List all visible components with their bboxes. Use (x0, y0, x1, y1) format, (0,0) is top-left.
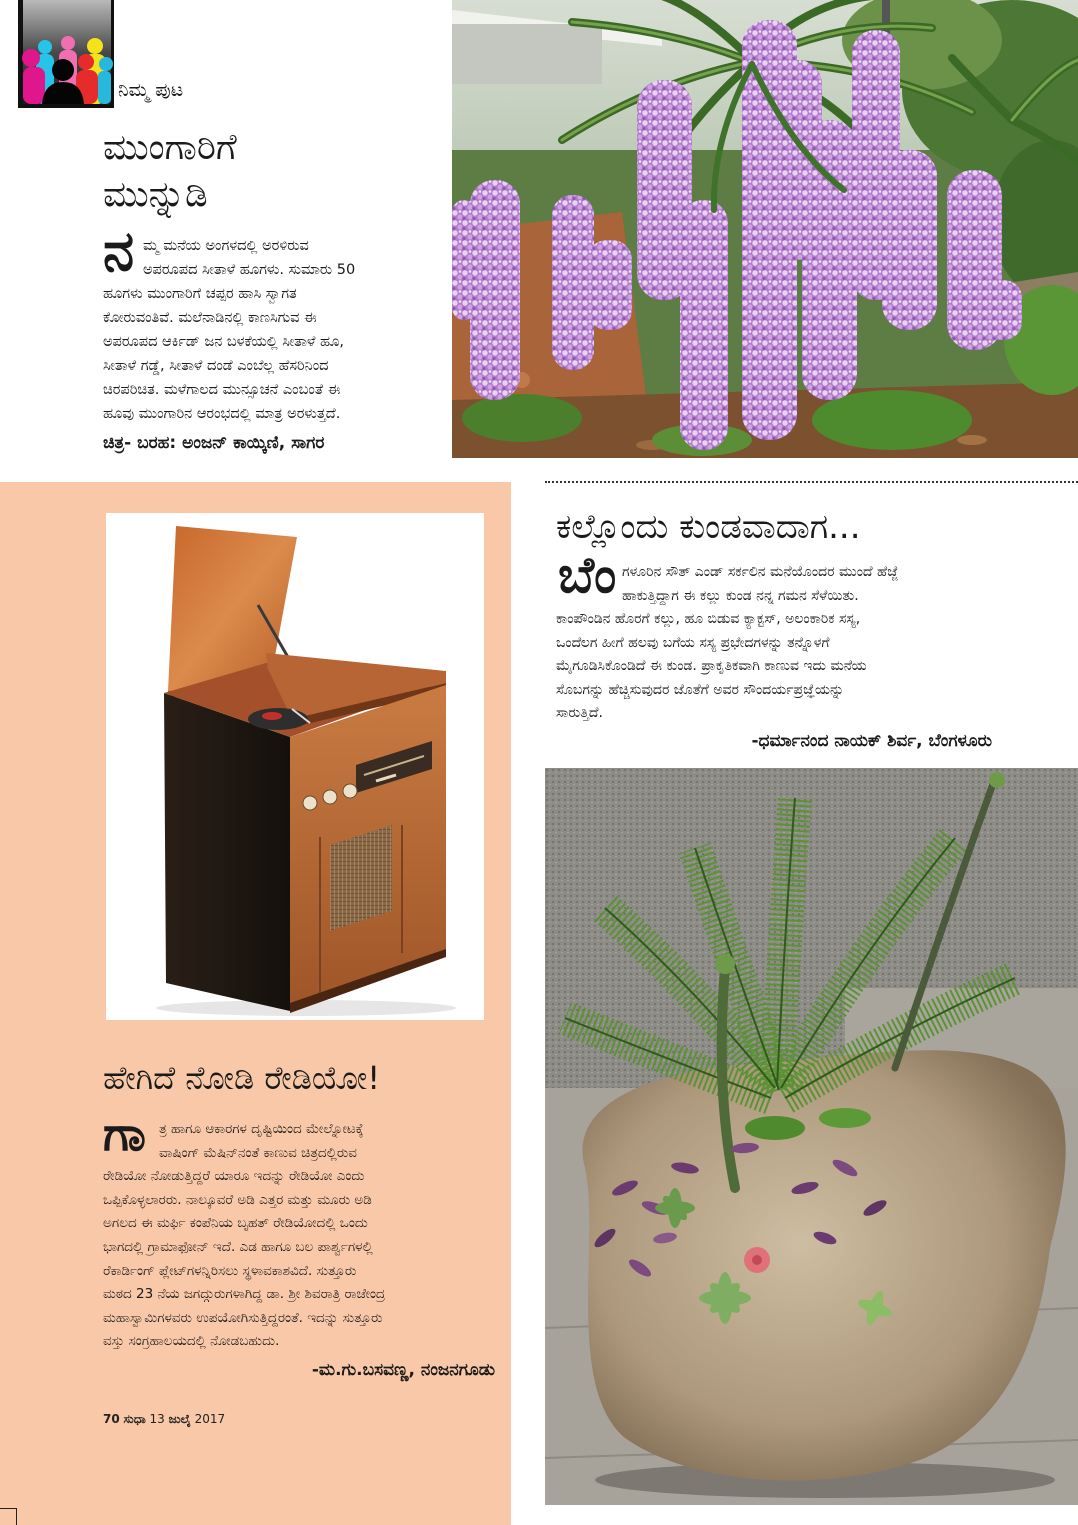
control-knob (343, 784, 357, 798)
body-line: ಮ್ಮ ಮನೆಯ ಅಂಗಳದಲ್ಲಿ ಅರಳಿರುವ (143, 238, 309, 254)
body-line: ಮಠದ 23 ನೆಯ ಜಗದ್ಗುರುಗಳಾಗಿದ್ದ ಡಾ. ಶ್ರೀ ಶಿವರಾತ್ರಿ ರಾಜೇಂದ್ರ (103, 1286, 386, 1303)
body-line: ಒಪ್ಪಿಕೊಳ್ಳಲಾರರು. ನಾಲ್ಕೂವರೆ ಅಡಿ ಎತ್ತರ ಮತ್ತು ಮೂರು ಅಡಿ (103, 1191, 372, 1208)
body-line: ಹೂವು ಮುಂಗಾರಿನ ಆರಂಭದಲ್ಲಿ ಮಾತ್ರ ಅರಳುತ್ತದೆ. (103, 406, 341, 422)
body-line: ಹೂಗಳು ಮುಂಗಾರಿಗೆ ಚಪ್ಪರ ಹಾಸಿ ಸ್ವಾಗತ (103, 286, 297, 302)
radio-article-body (103, 1118, 495, 1354)
body-line: ತ್ರ ಹಾಗೂ ಆಕಾರಗಳ ದೃಷ್ಟಿಯಿಂದ ಮೇಲ್ನೋಟಕ್ಕೆ (159, 1121, 364, 1137)
title-line: ಮುನ್ನುಡಿ (103, 174, 208, 215)
body-line: ವಸ್ತು ಸಂಗ್ರಹಾಲಯದಲ್ಲಿ ನೋಡಬಹುದು. (103, 1333, 280, 1350)
body-line: ಅಪರೂಪದ ಸೀತಾಳೆ ಹೂಗಳು. ಸುಮಾರು 50 (143, 262, 356, 278)
orchid-photo (452, 0, 1078, 458)
body-line: ಭಾಗದಲ್ಲಿ ಗ್ರಾಮಾಫೋನ್ ಇದೆ. ಎಡ ಹಾಗೂ ಬಲ ಪಾರ್ಶ್ವಗಳಲ್ಲಿ (103, 1238, 373, 1255)
body-line: ಮೈಗೂಡಿಸಿಕೊಂಡಿದೆ ಈ ಕುಂಡ. ಪ್ರಾಕೃತಿಕವಾಗಿ ಕಾಣುವ ಇದು ಮನೆಯ (556, 658, 867, 674)
title-line: ಮುಂಗಾರಿಗೆ (103, 127, 237, 168)
issue-year: 2017 (194, 1412, 226, 1426)
radio-article-title: ಹೇಗಿದೆ ನೋಡಿ ರೇಡಿಯೋ! (103, 1059, 381, 1097)
drop-cap: ನ (103, 219, 135, 284)
magazine-name: ಸುಧಾ (123, 1412, 146, 1426)
stone-pot-article-credit: -ಧರ್ಮಾನಂದ ನಾಯಕ್ ಶಿರ್ವ, ಬೆಂಗಳೂರು (751, 731, 992, 751)
monsoon-article-credit: ಚಿತ್ರ- ಬರಹ: ಅಂಜನ್ ಕಾಯ್ಕಿಣಿ, ಸಾಗರ (103, 433, 325, 453)
body-line: ಮಹಾಸ್ವಾಮಿಗಳವರು ಉಪಯೋಗಿಸುತ್ತಿದ್ದರಂತೆ. ಇದನ್ನು ಸುತ್ತೂರು (103, 1309, 383, 1326)
crop-mark (0, 1508, 17, 1525)
body-line: ಗಳೂರಿನ ಸೌತ್ ಎಂಡ್ ಸರ್ಕಲಿನ ಮನೆಯೊಂದರ ಮುಂದೆ ಹೆಜ್ಜೆ (622, 564, 899, 580)
body-line: ಚಿರಪರಿಚಿತ. ಮಳೆಗಾಲದ ಮುನ್ಸೂಚನೆ ಎಂಬಂತೆ ಈ (103, 382, 341, 398)
stone-pot-photo-graphic (545, 768, 1078, 1505)
control-knob (323, 790, 337, 804)
people-silhouettes-icon-graphic (18, 0, 114, 108)
body-line: ರೆಕಾರ್ಡಿಂಗ್ ಪ್ಲೇಟ್‌ಗಳನ್ನಿರಿಸಲು ಸ್ಥಳಾವಕಾಶವಿದೆ. ಸುತ್ತೂರು (103, 1262, 357, 1279)
radio-article-credit: -ಮ.ಗು.ಬಸವಣ್ಣ, ನಂಜನಗೂಡು (311, 1360, 495, 1380)
body-line: ಸಾರುತ್ತಿದೆ. (556, 705, 603, 721)
monsoon-article-body (103, 234, 428, 426)
stone-pot-article-body (556, 561, 996, 726)
body-line: ಸೊಬಗನ್ನು ಹೆಚ್ಚಿಸುವುದರ ಜೊತೆಗೆ ಅವರ ಸೌಂದರ್ಯಪ್ರಜ್ಞೆಯನ್ನು (556, 681, 845, 698)
page-number: 70 (103, 1412, 120, 1426)
body-line: ರೇಡಿಯೋ ನೋಡುತ್ತಿದ್ದರೆ ಯಾರೂ ಇದನ್ನು ರೇಡಿಯೋ ಎಂದು (103, 1168, 365, 1185)
dotted-divider (545, 481, 1078, 483)
body-line: ಸೀತಾಳೆ ಗಡ್ಡೆ, ಸೀತಾಳೆ ದಂಡೆ ಎಂಬೆಲ್ಲ ಹೆಸರಿನಿಂದ (103, 358, 329, 374)
body-line: ಅಗಲದ ಈ ಮರ್ಫಿ ಕಂಪೆನಿಯ ಬೃಹತ್ ರೇಡಿಯೋದಲ್ಲಿ ಒಂದು (103, 1215, 368, 1232)
stone-pot-photo (545, 768, 1078, 1505)
body-line: ಹಾಕುತ್ತಿದ್ದಾಗ ಈ ಕಲ್ಲು ಕುಂಡ ನನ್ನ ಗಮನ ಸೆಳೆಯಿತು. (622, 587, 859, 604)
drop-cap: ಬೆಂ (558, 546, 617, 604)
issue-month: ಜುಲೈ (168, 1412, 191, 1426)
stone-pot-article-title: ಕಲ್ಲೊಂದು ಕುಂಡವಾದಾಗ... (556, 507, 861, 547)
body-line: ವಾಷಿಂಗ್ ಮೆಷಿನ್‌ನಂತೆ ಕಾಣುವ ಚಿತ್ರದಲ್ಲಿರುವ (159, 1144, 357, 1161)
body-line: ಕಾಂಪೌಂಡಿನ ಹೊರಗೆ ಕಲ್ಲು, ಹೂ ಬಿಡುವ ಕ್ಯಾಕ್ಟಸ್, ಅಲಂಕಾರಿಕ ಸಸ್ಯ, (556, 611, 861, 627)
page-footer (103, 1410, 225, 1428)
monsoon-article-title (103, 124, 443, 218)
radio-photo-graphic (106, 513, 484, 1020)
issue-day: 13 (149, 1412, 165, 1426)
body-line: ಅಪರೂಪದ ಆರ್ಕಿಡ್ ಜನ ಬಳಕೆಯಲ್ಲಿ ಸೀತಾಳೆ ಹೂ, (103, 334, 344, 350)
people-silhouettes-icon (18, 0, 114, 108)
body-line: ಕೋರುವಂತಿವೆ. ಮಲೆನಾಡಿನಲ್ಲಿ ಕಾಣಸಿಗುವ ಈ (103, 310, 317, 326)
control-knob (303, 796, 317, 810)
radio-photo (106, 513, 484, 1020)
drop-cap: ಗಾ (103, 1106, 146, 1162)
cabinet-side (164, 693, 290, 1011)
body-line: ಒಂದೆಲಗ ಹೀಗೆ ಹಲವು ಬಗೆಯ ಸಸ್ಯ ಪ್ರಭೇದಗಳನ್ನು ತನ್ನೊಳಗೆ (556, 634, 830, 651)
section-label: ನಿಮ್ಮ ಪುಟ (118, 79, 184, 101)
orchid-photo-graphic (452, 0, 1078, 458)
